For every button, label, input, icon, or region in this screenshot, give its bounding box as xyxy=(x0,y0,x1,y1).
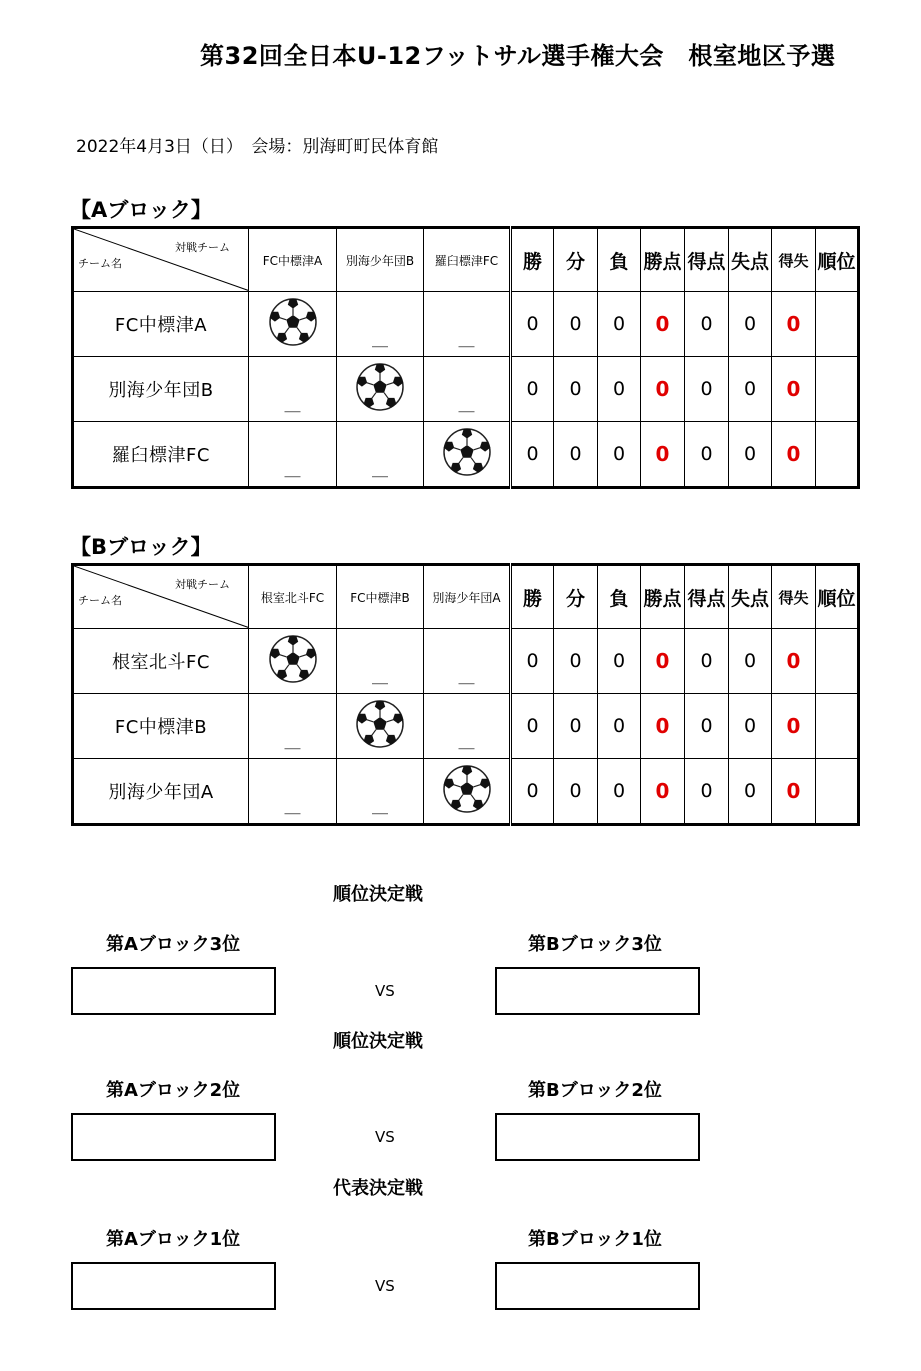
stat-cell-ga: 0 xyxy=(729,357,772,422)
self-match-cell xyxy=(249,629,337,694)
stat-cell-gd: 0 xyxy=(772,694,816,759)
stat-cell-gf: 0 xyxy=(685,759,729,825)
stat-cell-gd: 0 xyxy=(772,629,816,694)
team-name-cell: FC中標津A xyxy=(73,292,249,357)
stat-cell-rank xyxy=(816,422,859,488)
playoff-heading: 順位決定戦 xyxy=(333,884,423,905)
stat-cell-d: 0 xyxy=(554,759,598,825)
soccer-ball-icon xyxy=(268,297,318,351)
playoff-right-slot xyxy=(495,967,700,1015)
stat-cell-rank xyxy=(816,759,859,825)
self-match-cell xyxy=(249,292,337,357)
match-result-cell xyxy=(337,422,424,488)
stat-cell-pts: 0 xyxy=(641,292,685,357)
playoff-heading: 代表決定戦 xyxy=(333,1178,423,1199)
stat-cell-l: 0 xyxy=(598,759,641,825)
playoff-left-label: 第Aブロック3位 xyxy=(106,934,241,955)
stat-cell-gf: 0 xyxy=(685,422,729,488)
playoff-left-slot xyxy=(71,967,276,1015)
stat-column-header: 負 xyxy=(598,228,641,292)
page-title: 第32回全日本U-12フットサル選手権大会 根室地区予選 xyxy=(200,42,836,70)
soccer-ball-icon xyxy=(268,634,318,688)
team-name-cell: 別海少年団B xyxy=(73,357,249,422)
stat-cell-ga: 0 xyxy=(729,629,772,694)
opponent-column-header: FC中標津A xyxy=(249,228,337,292)
stat-cell-w: 0 xyxy=(511,694,554,759)
team-header-label: チーム名 xyxy=(78,257,122,270)
opponent-column-header: 別海少年団A xyxy=(424,565,511,629)
no-result-dash: ＿ xyxy=(284,459,301,479)
stat-column-header: 負 xyxy=(598,565,641,629)
stat-cell-w: 0 xyxy=(511,422,554,488)
stat-column-header: 失点 xyxy=(729,565,772,629)
vs-label: VS xyxy=(375,982,395,1000)
no-result-dash: ＿ xyxy=(371,459,388,479)
match-result-cell xyxy=(424,292,511,357)
table-row xyxy=(73,357,859,422)
playoff-heading: 順位決定戦 xyxy=(333,1031,423,1052)
stat-column-header: 分 xyxy=(554,228,598,292)
self-match-cell xyxy=(424,759,511,825)
no-result-dash: ＿ xyxy=(458,731,475,751)
stat-cell-gd: 0 xyxy=(772,759,816,825)
match-result-cell xyxy=(337,759,424,825)
stat-cell-rank xyxy=(816,694,859,759)
stat-column-header: 得点 xyxy=(685,228,729,292)
soccer-ball-icon xyxy=(355,699,405,753)
match-result-cell xyxy=(249,422,337,488)
table-row xyxy=(73,694,859,759)
stat-cell-l: 0 xyxy=(598,694,641,759)
stat-column-header: 順位 xyxy=(816,565,859,629)
league-table xyxy=(71,563,860,826)
stat-cell-w: 0 xyxy=(511,357,554,422)
table-row xyxy=(73,292,859,357)
team-name-cell: 別海少年団A xyxy=(73,759,249,825)
vs-label: VS xyxy=(375,1277,395,1295)
table-row xyxy=(73,629,859,694)
stat-cell-ga: 0 xyxy=(729,694,772,759)
stat-cell-gd: 0 xyxy=(772,292,816,357)
match-result-cell xyxy=(424,694,511,759)
team-name-cell: 羅臼標津FC xyxy=(73,422,249,488)
stat-column-header: 勝点 xyxy=(641,228,685,292)
stat-cell-pts: 0 xyxy=(641,357,685,422)
diagonal-header-cell xyxy=(73,228,249,292)
match-result-cell xyxy=(249,357,337,422)
stat-column-header: 順位 xyxy=(816,228,859,292)
table-row xyxy=(73,422,859,488)
stat-cell-l: 0 xyxy=(598,422,641,488)
stat-column-header: 勝 xyxy=(511,565,554,629)
match-result-cell xyxy=(337,629,424,694)
stat-cell-d: 0 xyxy=(554,694,598,759)
stat-column-header: 得失 xyxy=(772,228,816,292)
stat-cell-l: 0 xyxy=(598,292,641,357)
stat-cell-pts: 0 xyxy=(641,629,685,694)
match-result-cell xyxy=(337,292,424,357)
diagonal-header-cell xyxy=(73,565,249,629)
stat-cell-rank xyxy=(816,292,859,357)
stat-cell-gf: 0 xyxy=(685,357,729,422)
opponent-column-header: 別海少年団B xyxy=(337,228,424,292)
stat-cell-gd: 0 xyxy=(772,422,816,488)
stat-cell-w: 0 xyxy=(511,629,554,694)
no-result-dash: ＿ xyxy=(458,394,475,414)
playoff-left-label: 第Aブロック2位 xyxy=(106,1080,241,1101)
self-match-cell xyxy=(424,422,511,488)
soccer-ball-icon xyxy=(355,362,405,416)
opponent-column-header: 根室北斗FC xyxy=(249,565,337,629)
opponent-column-header: FC中標津B xyxy=(337,565,424,629)
no-result-dash: ＿ xyxy=(458,666,475,686)
stat-column-header: 得点 xyxy=(685,565,729,629)
team-name-cell: 根室北斗FC xyxy=(73,629,249,694)
stat-column-header: 勝 xyxy=(511,228,554,292)
stat-column-header: 失点 xyxy=(729,228,772,292)
playoff-left-slot xyxy=(71,1262,276,1310)
stat-column-header: 得失 xyxy=(772,565,816,629)
stat-cell-d: 0 xyxy=(554,357,598,422)
stat-cell-d: 0 xyxy=(554,629,598,694)
opponent-header-label: 対戦チーム xyxy=(175,241,230,254)
team-name-cell: FC中標津B xyxy=(73,694,249,759)
playoff-right-slot xyxy=(495,1113,700,1161)
stat-cell-l: 0 xyxy=(598,357,641,422)
date-venue-line: 2022年4月3日（日） 会場：別海町町民体育館 xyxy=(76,137,439,157)
opponent-column-header: 羅臼標津FC xyxy=(424,228,511,292)
match-result-cell xyxy=(249,694,337,759)
table-header-row xyxy=(73,228,859,292)
stat-cell-pts: 0 xyxy=(641,422,685,488)
playoff-right-label: 第Bブロック1位 xyxy=(528,1229,662,1250)
no-result-dash: ＿ xyxy=(371,666,388,686)
match-result-cell xyxy=(424,357,511,422)
self-match-cell xyxy=(337,357,424,422)
stat-cell-gd: 0 xyxy=(772,357,816,422)
stat-cell-ga: 0 xyxy=(729,759,772,825)
table-row xyxy=(73,759,859,825)
stat-cell-pts: 0 xyxy=(641,759,685,825)
stat-cell-gf: 0 xyxy=(685,292,729,357)
block-label: 【Bブロック】 xyxy=(70,535,212,559)
playoff-left-slot xyxy=(71,1113,276,1161)
stat-cell-l: 0 xyxy=(598,629,641,694)
stat-cell-pts: 0 xyxy=(641,694,685,759)
stat-cell-ga: 0 xyxy=(729,422,772,488)
playoff-right-label: 第Bブロック2位 xyxy=(528,1080,662,1101)
no-result-dash: ＿ xyxy=(284,796,301,816)
no-result-dash: ＿ xyxy=(371,796,388,816)
stat-cell-gf: 0 xyxy=(685,694,729,759)
soccer-ball-icon xyxy=(442,764,492,818)
stat-column-header: 分 xyxy=(554,565,598,629)
stat-cell-w: 0 xyxy=(511,292,554,357)
block-label: 【Aブロック】 xyxy=(70,198,212,222)
table-header-row xyxy=(73,565,859,629)
self-match-cell xyxy=(337,694,424,759)
opponent-header-label: 対戦チーム xyxy=(175,578,230,591)
vs-label: VS xyxy=(375,1128,395,1146)
stat-cell-w: 0 xyxy=(511,759,554,825)
no-result-dash: ＿ xyxy=(371,329,388,349)
playoff-right-slot xyxy=(495,1262,700,1310)
stat-column-header: 勝点 xyxy=(641,565,685,629)
stat-cell-d: 0 xyxy=(554,292,598,357)
stat-cell-rank xyxy=(816,357,859,422)
playoff-left-label: 第Aブロック1位 xyxy=(106,1229,241,1250)
match-result-cell xyxy=(424,629,511,694)
stat-cell-gf: 0 xyxy=(685,629,729,694)
league-table xyxy=(71,226,860,489)
team-header-label: チーム名 xyxy=(78,594,122,607)
stat-cell-ga: 0 xyxy=(729,292,772,357)
playoff-right-label: 第Bブロック3位 xyxy=(528,934,662,955)
no-result-dash: ＿ xyxy=(284,394,301,414)
stat-cell-rank xyxy=(816,629,859,694)
no-result-dash: ＿ xyxy=(458,329,475,349)
match-result-cell xyxy=(249,759,337,825)
soccer-ball-icon xyxy=(442,427,492,481)
stat-cell-d: 0 xyxy=(554,422,598,488)
no-result-dash: ＿ xyxy=(284,731,301,751)
